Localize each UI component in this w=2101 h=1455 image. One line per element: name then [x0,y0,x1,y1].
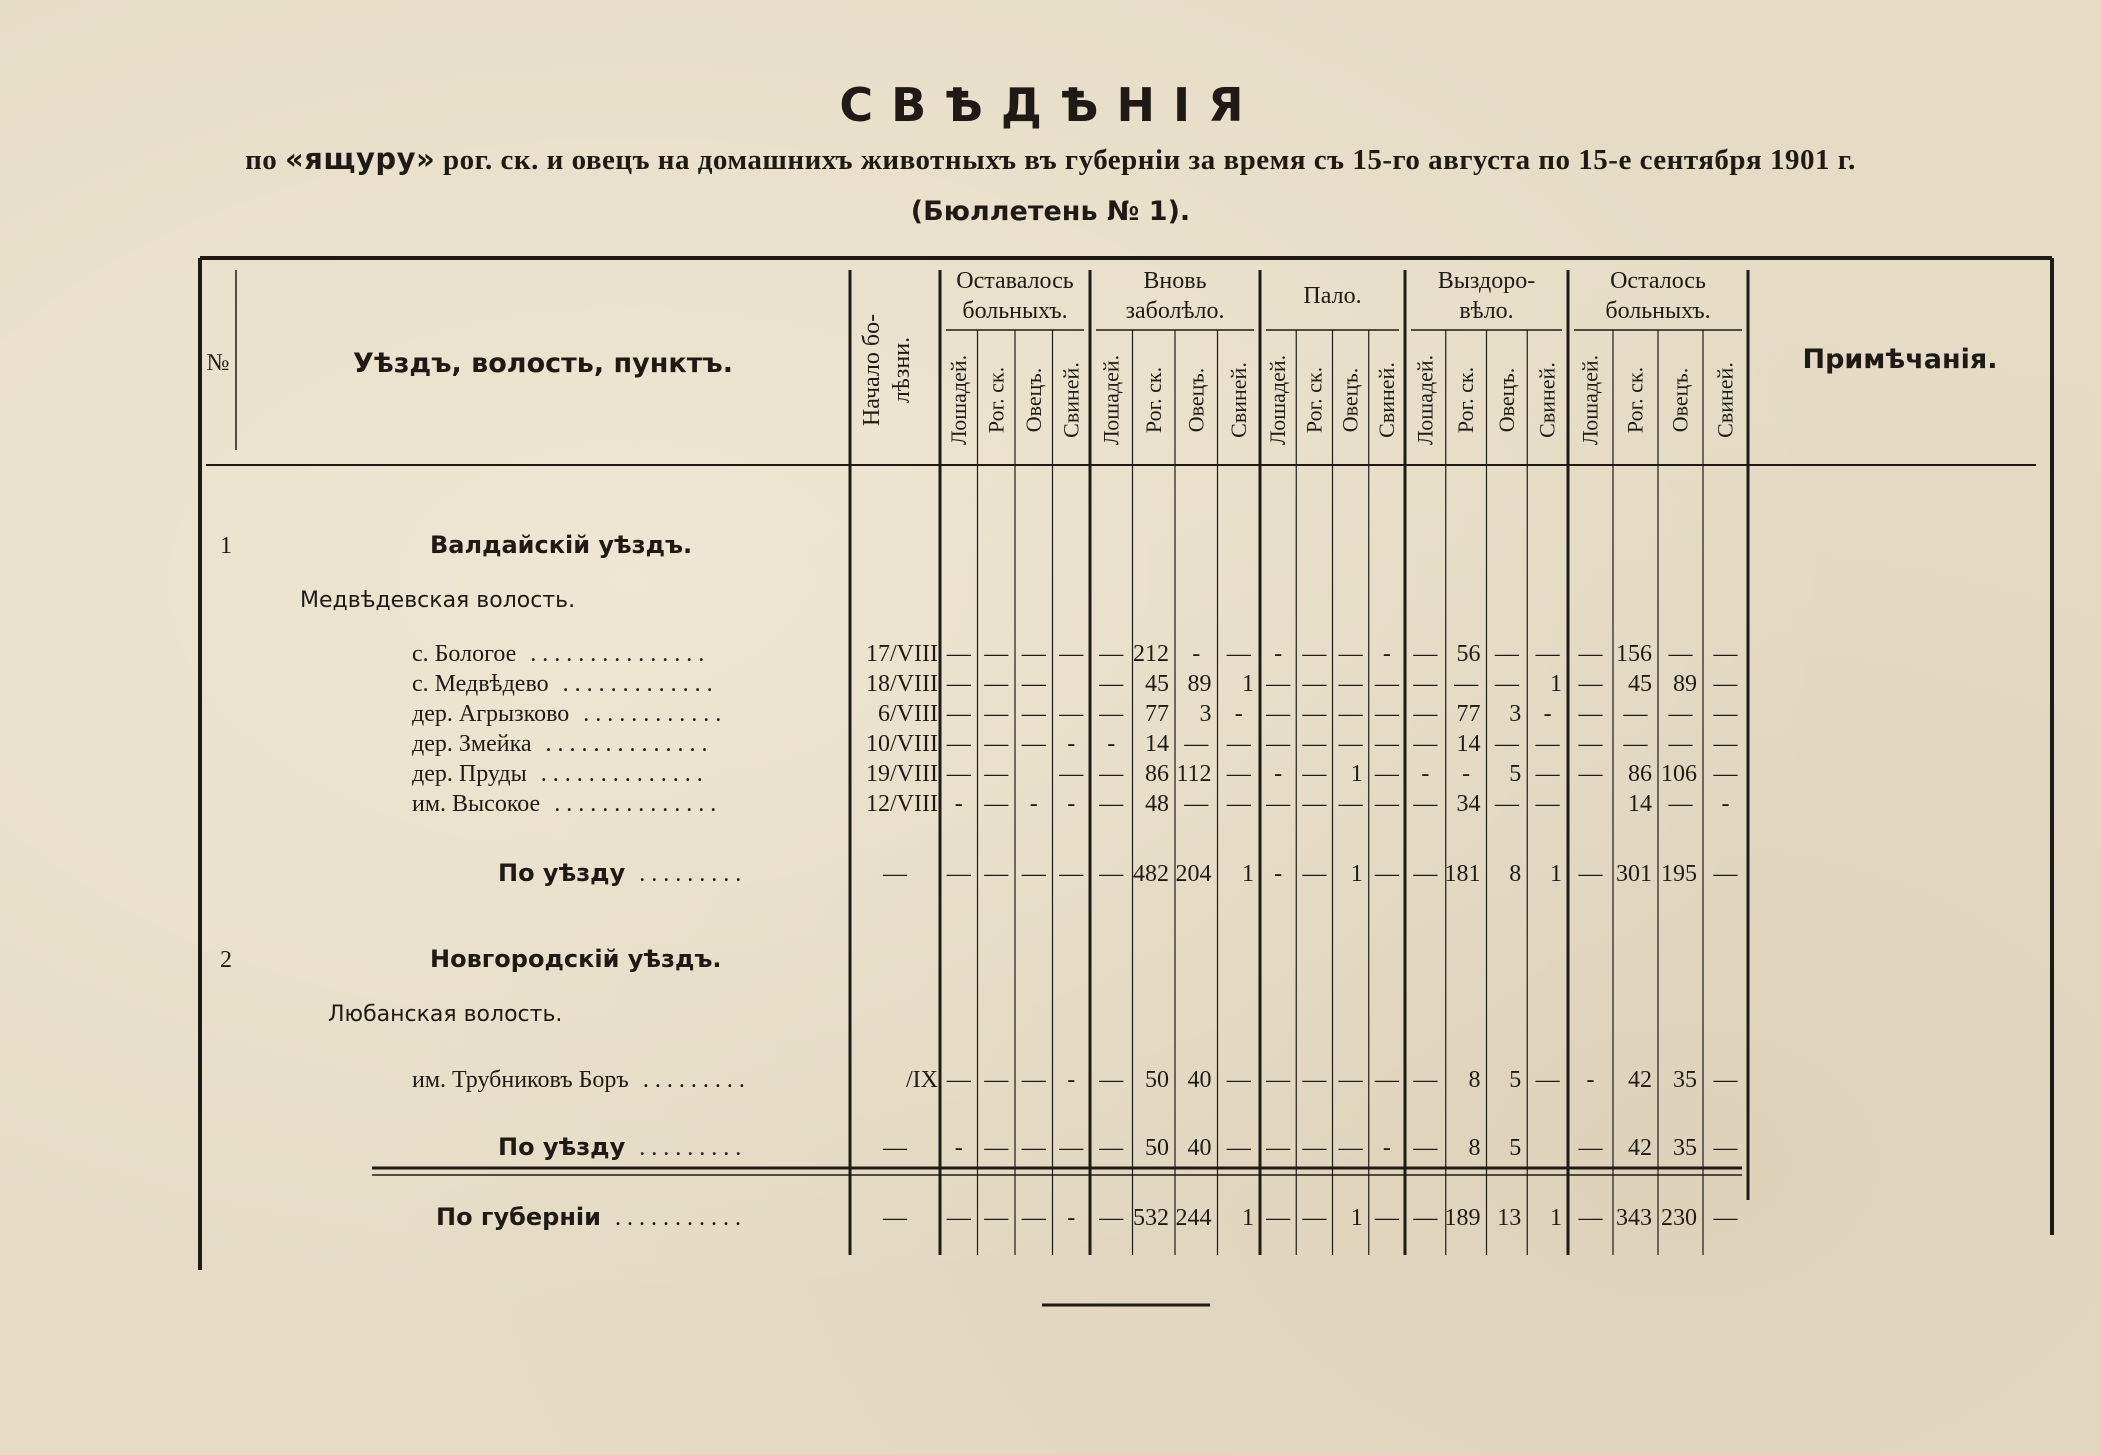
grand-total-val-3: - [1067,1205,1076,1231]
svg-text:Рог. ск.: Рог. ск. [1453,366,1479,434]
section-total-1-val-18: 35 [1673,1135,1697,1161]
section-total-1-val-19: — [1713,1135,1738,1161]
row-0-4-val-7: — [1226,761,1251,787]
row-0-0-val-19: — [1713,641,1738,667]
row-0-4-val-6: 112 [1176,761,1212,787]
row-1-0-val-8: — [1266,1067,1291,1093]
section-total-onset-0: — [883,861,907,887]
row-0-5-val-15: — [1535,791,1560,817]
row-0-4-val-19: — [1713,761,1738,787]
section-total-1-val-2: — [1021,1135,1046,1161]
section-total-1-val-6: 40 [1187,1135,1212,1161]
row-0-0-val-1: — [984,641,1009,667]
section-num-0: 1 [220,533,232,559]
subcol-header-0 [946,355,971,445]
header-num: № [206,350,230,376]
row-0-5-val-8: — [1266,791,1291,817]
table-body [220,531,1739,1231]
row-place-0-3-leader: .............. [545,731,714,757]
subcol-header-16 [1578,355,1603,445]
row-0-1-val-16: — [1578,671,1603,697]
grand-total-label: По губерніи [436,1203,601,1231]
row-0-5-val-2: - [1029,791,1038,817]
group-header-0-line2: больныхъ. [962,298,1068,324]
svg-text:Овецъ.: Овецъ. [1493,367,1519,433]
row-place-1-0: им. Трубниковъ Боръ [412,1067,629,1093]
section-uezd-1: Новгородскій уѣздъ. [430,945,722,973]
grand-total-val-7: 1 [1242,1205,1254,1231]
grand-total-val-13: 189 [1444,1205,1481,1231]
row-0-3-val-18: — [1668,731,1693,757]
section-total-0-val-8: - [1274,861,1283,887]
row-1-0-val-14: 5 [1509,1067,1522,1093]
row-0-5-val-10: — [1338,791,1363,817]
row-0-4-val-18: 106 [1661,761,1697,787]
section-total-1-val-1: — [984,1135,1009,1161]
row-0-3-val-13: 14 [1456,731,1481,757]
row-0-3-val-11: — [1374,731,1399,757]
svg-text:Свиней.: Свиней. [1712,362,1738,438]
row-0-0-val-18: — [1668,641,1693,667]
row-0-0-val-15: — [1535,641,1560,667]
row-1-0-val-17: 42 [1628,1067,1652,1093]
section-total-0-val-6: 204 [1175,861,1212,887]
row-1-0-val-19: — [1713,1067,1738,1093]
svg-text:Свиней.: Свиней. [1225,362,1251,438]
row-0-3-val-15: — [1535,731,1560,757]
row-0-0-val-16: — [1578,641,1603,667]
grand-total-val-2: — [1021,1205,1046,1231]
row-1-0-val-3: - [1067,1067,1076,1093]
row-1-0-val-5: 50 [1145,1067,1169,1093]
svg-text:Лошадей.: Лошадей. [1577,354,1603,446]
row-0-3-val-7: — [1226,731,1251,757]
row-0-2-val-16: — [1578,701,1603,727]
row-place-0-4-leader: .............. [540,761,709,787]
row-0-4-val-1: — [984,761,1009,787]
row-0-4-val-8: - [1274,761,1283,787]
section-total-0-val-16: — [1578,861,1603,887]
row-0-5-val-17: 14 [1628,791,1652,817]
row-0-0-val-10: — [1338,641,1363,667]
row-1-0-val-4: — [1099,1067,1124,1093]
subcol-header-17 [1623,367,1648,433]
row-0-0-val-14: — [1494,641,1519,667]
row-0-2-val-5: 77 [1145,701,1169,727]
row-0-1-val-2: — [1021,671,1046,697]
header-onset [859,314,915,426]
row-0-1-val-11: — [1374,671,1399,697]
row-0-3-val-3: - [1067,731,1076,757]
section-total-1-val-9: — [1302,1135,1327,1161]
grand-total-val-15: 1 [1550,1205,1562,1231]
subcol-header-8 [1265,355,1290,445]
row-0-4-val-15: — [1535,761,1560,787]
row-0-5-val-14: — [1494,791,1519,817]
row-0-2-val-9: — [1302,701,1327,727]
row-0-1-val-15: 1 [1550,671,1562,697]
row-0-1-val-7: 1 [1242,671,1254,697]
row-place-0-3: дер. Змейка [412,731,532,757]
row-0-2-val-1: — [984,701,1009,727]
svg-text:Лошадей.: Лошадей. [1412,354,1438,446]
subcol-header-1 [983,367,1008,433]
row-0-1-val-12: — [1413,671,1438,697]
section-total-0-val-15: 1 [1550,861,1562,887]
grand-total-val-12: — [1413,1205,1438,1231]
row-0-1-val-18: 89 [1673,671,1697,697]
row-0-3-val-2: — [1021,731,1046,757]
row-0-3-val-19: — [1713,731,1738,757]
row-0-4-val-10: 1 [1350,761,1363,787]
row-0-0-val-2: — [1021,641,1046,667]
row-1-0-val-9: — [1302,1067,1327,1093]
svg-text:Свиней.: Свиней. [1058,362,1084,438]
section-total-1-val-12: — [1413,1135,1438,1161]
row-0-5-val-13: 34 [1456,791,1481,817]
section-total-label-1-leader: ......... [639,1135,748,1161]
row-place-0-5-leader: .............. [554,791,723,817]
group-header-1: Вновь [1143,268,1207,294]
row-place-0-2-leader: ............ [583,701,728,727]
section-total-0-val-9: — [1302,861,1327,887]
row-0-2-val-0: — [946,701,971,727]
section-total-label-0: По уѣзду [498,859,626,887]
section-num-1: 2 [220,947,232,973]
section-total-1-val-5: 50 [1145,1135,1169,1161]
row-0-1-val-13: — [1454,671,1479,697]
row-0-5-val-19: - [1721,791,1730,817]
section-total-1-val-3: — [1059,1135,1084,1161]
svg-text:Лошадей.: Лошадей. [1098,354,1124,446]
group-header-1-line2: заболѣло. [1125,298,1225,324]
row-onset-0-1: 18/VIII [866,671,938,697]
row-0-4-val-17: 86 [1628,761,1652,787]
row-0-2-val-13: 77 [1456,701,1481,727]
row-1-0-val-1: — [984,1067,1009,1093]
section-total-1-val-4: — [1099,1135,1124,1161]
row-1-0-val-18: 35 [1673,1067,1697,1093]
row-0-2-val-2: — [1021,701,1046,727]
row-place-0-0: с. Бологое [412,641,517,667]
section-total-1-val-14: 5 [1509,1135,1522,1161]
subtitle-bold: «ящуру» [285,142,436,176]
row-0-5-val-11: — [1374,791,1399,817]
group-header-3-line2: вѣло. [1459,298,1514,324]
subcol-header-5 [1141,367,1166,433]
row-0-4-val-5: 86 [1145,761,1169,787]
row-0-4-val-0: — [946,761,971,787]
row-0-3-val-12: — [1413,731,1438,757]
group-header-4-line2: больныхъ. [1605,298,1711,324]
section-total-0-val-19: — [1713,861,1738,887]
header-place: Уѣздъ, волость, пунктъ. [353,348,733,379]
row-0-4-val-14: 5 [1509,761,1522,787]
row-place-0-5: им. Высокое [412,791,541,817]
section-total-0-val-12: — [1413,861,1438,887]
row-0-0-val-6: - [1192,641,1201,667]
row-1-0-val-13: 8 [1468,1067,1481,1093]
grand-total-val-11: — [1374,1205,1399,1231]
subcol-header-6 [1183,368,1208,433]
grand-total-val-8: — [1266,1205,1291,1231]
section-total-1-val-8: — [1266,1135,1291,1161]
row-0-2-val-18: — [1668,701,1693,727]
row-0-2-val-8: — [1266,701,1291,727]
grand-total-val-5: 532 [1133,1205,1169,1231]
row-0-5-val-3: - [1067,791,1076,817]
row-0-3-val-1: — [984,731,1009,757]
row-0-3-val-5: 14 [1145,731,1169,757]
row-place-0-1-leader: ............. [562,671,719,697]
row-0-4-val-13: - [1462,761,1471,787]
row-0-3-val-14: — [1494,731,1519,757]
row-0-5-val-18: — [1668,791,1693,817]
row-0-5-val-12: — [1413,791,1438,817]
svg-text:Начало бо-: Начало бо- [859,313,885,427]
section-total-0-val-11: — [1374,861,1399,887]
row-onset-0-2: 6/VIII [878,701,938,727]
subcol-header-14 [1494,368,1519,433]
row-0-2-val-17: — [1623,701,1648,727]
subcol-header-15 [1535,362,1560,438]
section-total-0-val-17: 301 [1616,861,1652,887]
section-total-0-val-0: — [946,861,971,887]
row-0-0-val-3: — [1059,641,1084,667]
row-0-0-val-12: — [1413,641,1438,667]
row-0-1-val-5: 45 [1145,671,1169,697]
subcol-header-18 [1668,368,1693,433]
row-0-2-val-4: — [1099,701,1124,727]
section-total-0-val-2: — [1021,861,1046,887]
section-total-label-0-leader: ......... [639,861,748,887]
section-volost-1: Любанская волость. [328,1002,563,1027]
row-0-3-val-4: - [1107,731,1116,757]
row-0-1-val-1: — [984,671,1009,697]
row-0-2-val-7: - [1234,701,1243,727]
row-0-1-val-4: — [1099,671,1124,697]
row-0-3-val-6: — [1184,731,1209,757]
row-0-4-val-3: — [1059,761,1084,787]
section-total-1-val-11: - [1382,1135,1391,1161]
svg-text:Свиней.: Свиней. [1534,362,1560,438]
section-total-0-val-14: 8 [1509,861,1522,887]
row-0-3-val-10: — [1338,731,1363,757]
row-0-2-val-6: 3 [1199,701,1212,727]
grand-total-val-18: 230 [1661,1205,1697,1231]
row-place-0-0-leader: ............... [530,641,711,667]
subcol-header-4 [1098,355,1123,445]
row-0-1-val-9: — [1302,671,1327,697]
row-0-4-val-9: — [1302,761,1327,787]
row-0-3-val-0: — [946,731,971,757]
row-onset-0-3: 10/VIII [866,731,938,757]
row-0-2-val-10: — [1338,701,1363,727]
section-total-0-val-5: 482 [1133,861,1169,887]
svg-text:Овецъ.: Овецъ. [1337,367,1363,433]
section-total-onset-1: — [883,1135,907,1161]
svg-text:Свиней.: Свиней. [1373,362,1399,438]
row-0-5-val-5: 48 [1145,791,1169,817]
section-total-1-val-17: 42 [1628,1135,1652,1161]
row-0-0-val-11: - [1382,641,1391,667]
svg-text:Рог. ск.: Рог. ск. [983,366,1009,434]
section-total-label-1: По уѣзду [498,1133,626,1161]
section-total-0-val-10: 1 [1350,861,1363,887]
section-total-1-val-16: — [1578,1135,1603,1161]
row-place-0-1: с. Медвѣдево [412,671,549,697]
row-0-1-val-6: 89 [1187,671,1212,697]
row-place-0-2: дер. Агрызково [412,701,570,727]
section-total-1-val-10: — [1338,1135,1363,1161]
row-0-5-val-4: — [1099,791,1124,817]
row-1-0-val-2: — [1021,1067,1046,1093]
subcol-header-19 [1713,362,1738,438]
group-header-0: Оставалось [956,268,1074,294]
grand-total-label-leader: ........... [614,1205,747,1231]
subcol-header-2 [1021,368,1046,433]
subcol-header-10 [1338,368,1363,433]
section-total-1-val-7: — [1226,1135,1251,1161]
group-header-3: Выздоро- [1437,268,1536,294]
row-0-3-val-8: — [1266,731,1291,757]
row-1-0-val-15: — [1535,1067,1560,1093]
svg-text:Овецъ.: Овецъ. [1667,367,1693,433]
row-0-2-val-19: — [1713,701,1738,727]
subcol-header-12 [1412,355,1437,445]
svg-text:Овецъ.: Овецъ. [1020,367,1046,433]
row-onset-0-4: 19/VIII [866,761,938,787]
section-total-1-val-0: - [954,1135,963,1161]
row-0-1-val-0: — [946,671,971,697]
section-total-0-val-3: — [1059,861,1084,887]
row-0-1-val-14: — [1494,671,1519,697]
row-0-5-val-0: - [954,791,963,817]
section-volost-0: Медвѣдевская волость. [300,588,576,613]
section-total-0-val-4: — [1099,861,1124,887]
grand-total-val-1: — [984,1205,1009,1231]
row-1-0-val-10: — [1338,1067,1363,1093]
row-0-4-val-4: — [1099,761,1124,787]
section-total-0-val-18: 195 [1661,861,1697,887]
svg-text:Рог. ск.: Рог. ск. [1140,366,1166,434]
bulletin-label: (Бюллетень № 1). [910,196,1191,227]
grand-total-val-16: — [1578,1205,1603,1231]
row-0-0-val-4: — [1099,641,1124,667]
grand-total-val-14: 13 [1497,1205,1522,1231]
section-total-0-val-13: 181 [1444,861,1481,887]
row-0-1-val-8: — [1266,671,1291,697]
grand-total-val-19: — [1713,1205,1738,1231]
grand-total-val-10: 1 [1350,1205,1363,1231]
row-1-0-val-11: — [1374,1067,1399,1093]
row-1-0-val-7: — [1226,1067,1251,1093]
row-0-0-val-8: - [1274,641,1283,667]
group-header-4: Осталось [1610,268,1706,294]
svg-text:Лошадей.: Лошадей. [945,354,971,446]
document-title: СВѢДѢНІЯ [839,78,1262,132]
row-0-5-val-6: — [1184,791,1209,817]
row-onset-1-0: /IX [906,1067,938,1093]
row-0-0-val-0: — [946,641,971,667]
row-0-5-val-1: — [984,791,1009,817]
row-0-0-val-7: — [1226,641,1251,667]
group-header-2: Пало. [1303,283,1362,309]
subcol-header-3 [1058,362,1083,438]
svg-text:Рог. ск.: Рог. ск. [1301,366,1327,434]
section-total-1-val-13: 8 [1468,1135,1481,1161]
row-0-1-val-17: 45 [1628,671,1652,697]
row-0-2-val-3: — [1059,701,1084,727]
grand-total-onset: — [883,1205,907,1231]
row-0-5-val-9: — [1302,791,1327,817]
grand-total-val-9: — [1302,1205,1327,1231]
svg-text:Рог. ск.: Рог. ск. [1622,366,1648,434]
section-total-0-val-1: — [984,861,1009,887]
table-headers [207,268,1998,445]
row-0-3-val-9: — [1302,731,1327,757]
row-onset-0-5: 12/VIII [866,791,938,817]
svg-text:Лошадей.: Лошадей. [1265,354,1291,446]
subcol-header-7 [1226,362,1251,438]
row-0-4-val-11: — [1374,761,1399,787]
row-place-1-0-leader: ......... [642,1067,751,1093]
row-0-2-val-15: - [1543,701,1552,727]
row-onset-0-0: 17/VIII [866,641,938,667]
row-0-2-val-11: — [1374,701,1399,727]
svg-text:Овецъ.: Овецъ. [1183,367,1209,433]
row-1-0-val-0: — [946,1067,971,1093]
header-notes: Примѣчанія. [1802,344,1998,375]
row-0-3-val-16: — [1578,731,1603,757]
svg-text:лѣзни.: лѣзни. [889,336,915,404]
row-0-3-val-17: — [1623,731,1648,757]
row-place-0-4: дер. Пруды [412,761,527,787]
section-uezd-0: Валдайскій уѣздъ. [430,531,693,559]
row-0-2-val-14: 3 [1509,701,1522,727]
row-0-0-val-9: — [1302,641,1327,667]
row-0-0-val-17: 156 [1616,641,1652,667]
row-0-0-val-13: 56 [1456,641,1481,667]
subcol-header-13 [1453,367,1478,433]
row-0-4-val-16: — [1578,761,1603,787]
row-0-4-val-12: - [1421,761,1430,787]
subtitle-post: рог. ск. и овецъ на домашнихъ животныхъ въ губерніи за время съ 15-го августа по 15-е сентября 1901 г. [435,144,1856,176]
row-0-2-val-12: — [1413,701,1438,727]
grand-total-val-0: — [946,1205,971,1231]
row-1-0-val-12: — [1413,1067,1438,1093]
grand-total-val-17: 343 [1616,1205,1652,1231]
subtitle-pre: по [245,144,286,176]
row-0-1-val-19: — [1713,671,1738,697]
row-0-1-val-10: — [1338,671,1363,697]
row-0-0-val-5: 212 [1133,641,1169,667]
row-1-0-val-6: 40 [1187,1067,1212,1093]
grand-total-val-6: 244 [1175,1205,1212,1231]
subcol-header-9 [1301,367,1326,433]
row-1-0-val-16: - [1586,1067,1595,1093]
subcol-header-11 [1374,362,1399,438]
row-0-5-val-7: — [1226,791,1251,817]
section-total-0-val-7: 1 [1242,861,1254,887]
grand-total-val-4: — [1099,1205,1124,1231]
